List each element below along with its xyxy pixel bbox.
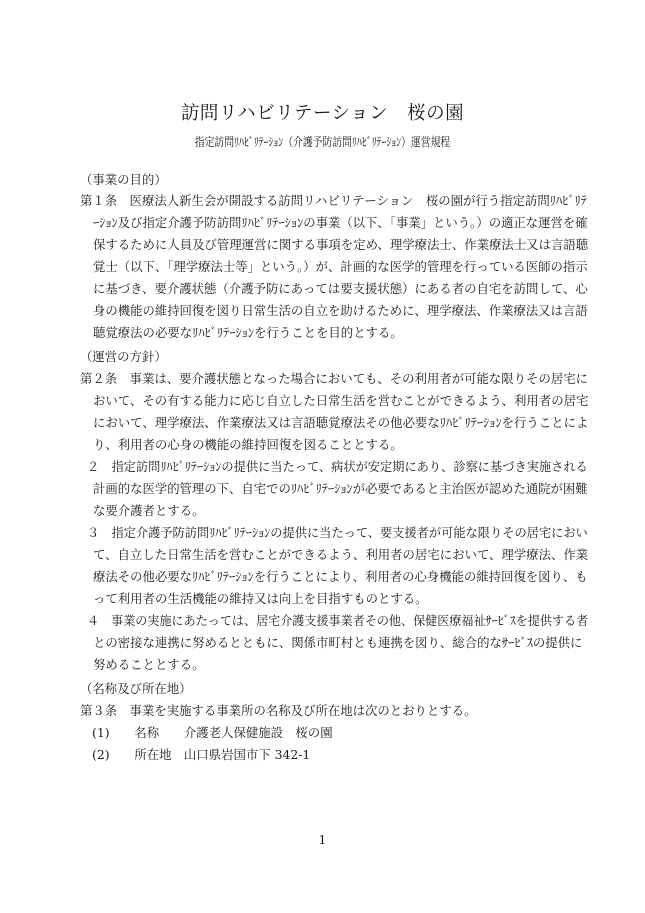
document-title: 訪問リハビリテーション 桜の園	[180, 103, 465, 124]
article-2-line: おいて、その有する能力に応じ自立した日常生活を営むことができるよう、利用者の居宅	[93, 393, 589, 408]
article-2-paragraph-4-line: 努めることとする。	[93, 657, 205, 672]
list-item-name: (1) 名称 介護老人保健施設 桜の園	[92, 725, 333, 740]
article-1-line: ｰｼｮﾝ及び指定介護予防訪問ﾘﾊﾋﾞﾘﾃｰｼｮﾝの事業（以下、「事業」という。）の適正な運営を確	[93, 215, 588, 230]
article-2-paragraph-3-line: 療法その他必要なﾘﾊﾋﾞﾘﾃｰｼｮﾝを行うことにより、利用者の心身機能の維持回復を図り、も	[93, 569, 588, 584]
article-2-paragraph-3-line: って利用者の生活機能の維持又は向上を目指すものとする。	[93, 591, 428, 606]
article-1-line: 覚士（以下、「理学療法士等」という。）が、計画的な医学的管理を行っている医師の指示	[93, 259, 588, 274]
article-1-line: 身の機能の維持回復を図り日常生活の自立を助けるために、理学療法、作業療法又は言語	[93, 303, 588, 318]
article-2-paragraph-3-line: ３ 指定介護予防訪問ﾘﾊﾋﾞﾘﾃｰｼｮﾝの提供に当たって、要支援者が可能な限りその居宅におい	[87, 525, 588, 540]
article-2-line: り、利用者の心身の機能の維持回復を図ることとする。	[93, 437, 403, 452]
page-number: 1	[318, 833, 327, 847]
article-2-line: において、理学療法、作業療法又は言語聴覚療法その他必要なﾘﾊﾋﾞﾘﾃｰｼｮﾝを行うことによ	[93, 415, 589, 430]
article-2-paragraph-4-line: ４ 事業の実施にあたっては、居宅介護支援事業者その他、保健医療福祉ｻｰﾋﾞｽを提供する者	[87, 613, 589, 628]
article-2-paragraph-2-line: ２ 指定訪問ﾘﾊﾋﾞﾘﾃｰｼｮﾝの提供に当たって、病状が安定期にあり、診察に基づき実施される	[87, 459, 588, 474]
section-heading-name-location: （名称及び所在地）	[80, 681, 192, 696]
article-2-paragraph-2-line: 計画的な医学的管理の下、自宅でのﾘﾊﾋﾞﾘﾃｰｼｮﾝが必要であると主治医が認めた通院が困難	[93, 481, 588, 496]
article-2-paragraph-2-line: な要介護者とする。	[93, 503, 205, 518]
article-1-line: 第１条 医療法人新生会が開設する訪問リハビリテーション 桜の園が行う指定訪問ﾘﾊﾋﾞﾘﾃ	[80, 193, 587, 208]
article-2-paragraph-3-line: て、自立した日常生活を営むことができるよう、利用者の居宅において、理学療法、作業	[93, 547, 589, 562]
article-2-line: 第２条 事業は、要介護状態となった場合においても、その利用者が可能な限りその居宅に	[80, 371, 589, 386]
article-1-line: 聴覚療法の必要なﾘﾊﾋﾞﾘﾃｰｼｮﾝを行うことを目的とする。	[93, 325, 403, 340]
article-3-line: 第３条 事業を実施する事業所の名称及び所在地は次のとおりとする。	[80, 703, 477, 718]
list-item-address: (2) 所在地 山口県岩国市下 342-1	[92, 747, 311, 762]
article-1-line: に基づき、要介護状態（介護予防にあっては要支援状態）にある者の自宅を訪問して、心	[93, 281, 588, 296]
section-heading-policy: （運営の方針）	[80, 349, 167, 364]
article-2-paragraph-4-line: との密接な連携に努めるとともに、関係市町村とも連携を図り、総合的なｻｰﾋﾞｽの提供に	[93, 635, 583, 650]
section-heading-purpose: （事業の目的）	[80, 172, 167, 187]
article-1-line: 保するために人員及び管理運営に関する事項を定め、理学療法士、作業療法士又は言語聴	[93, 237, 589, 252]
document-subtitle: 指定訪問ﾘﾊﾋﾞﾘﾃｰｼｮﾝ（介護予防訪問ﾘﾊﾋﾞﾘﾃｰｼｮﾝ）運営規程	[194, 135, 451, 149]
